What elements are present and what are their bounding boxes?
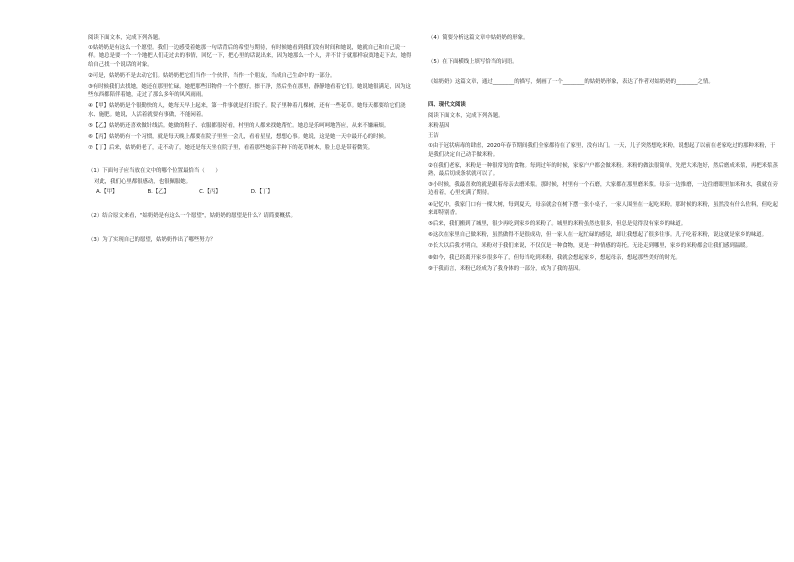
essay-paragraph: ⑥这次在家里自己做米粉，虽然做得不是很成功，但一家人在一起忙碌的感觉，却让我想起了很多往事。儿子吃着米粉，说这就是家乡的味道。: [428, 232, 768, 239]
essay-paragraph: ①由于冠状病毒的肆虐，2020年春节期间我们全家都待在了家里，没有出门。一天，儿子突然想吃米粉，说想起了以前在老家吃过的那种米粉，于是我们决定自己动手做米粉。: [428, 143, 776, 158]
section-title: 四、现代文阅读: [428, 101, 466, 108]
passage-paragraph: ⑥【丙】姑奶奶有一个习惯，就是每天晚上都要在院子里坐一会儿，看看星星，想想心事。她说，这是她一天中最开心的时候。: [88, 134, 390, 141]
question-1-options: [96, 188, 416, 196]
question-3: （3）为了实现自己的愿望，姑奶奶作出了哪些努力？: [88, 237, 216, 244]
essay-paragraphs: [428, 142, 780, 273]
right-column: [428, 34, 780, 276]
passage-paragraph: ⑤【乙】姑奶奶还喜欢做针线活。她做的鞋子、衣服都很好看，村里的人都来找她帮忙。她总是乐呵呵地答应，从来不嫌麻烦。: [88, 122, 390, 129]
passage-paragraph: ④【甲】姑奶奶是个很勤快的人，她每天早上起来，第一件事就是打扫院子。院子里种着几棵树，还有一些花草。她每天都要给它们浇水、施肥。她说，人活着就要有事做，不能闲着。: [88, 103, 406, 118]
option-d[interactable]: D.【丁】: [250, 188, 273, 195]
essay-paragraph: ⑨于我而言，米粉已经成为了我身体的一部分，成为了我的基因。: [428, 265, 584, 272]
option-a[interactable]: A.【甲】: [96, 188, 118, 195]
option-c[interactable]: C.【丙】: [199, 188, 221, 195]
essay-paragraph: ②在我们老家，米粉是一种很常见的食物。每到过年的时候，家家户户都会做米粉。米粉的做法很简单，先把大米泡好，然后磨成米浆，再把米浆蒸熟，最后切成条状就可以了。: [428, 162, 778, 178]
passage-paragraph: ①姑奶奶是有这么一个愿望。我们一边感受着她那一句话背后的希望与期待，有时候她看到我们没有时间和她说，她就自己和自己说一样。她总是要一个一个地把人们走过去的事情，回忆一下，把心里的话说出来，因为她那么一个人，并不甘于就那样寂寞地走下去，她得给自己找一个说话的对象。: [88, 45, 412, 68]
passage-paragraph: ③有时候我们去找她，她还在那里忙碌。她把那些旧物件一个个摆好，擦干净，然后坐在那里，静静地看着它们。她说她很满足，因为这些东西都陪伴着她，走过了那么多年的风风雨雨。: [88, 84, 411, 99]
left-intro: 阅读下面文本，完成下列各题。: [88, 35, 164, 41]
question-2: （2）结合原文来看，"姑奶奶是有这么一个愿望"，姑奶奶的愿望是什么？请简要概括。: [88, 213, 296, 220]
left-paragraphs: [88, 44, 416, 152]
left-column: [88, 34, 416, 244]
fill-in-blank: 《姑奶奶》这篇文章，通过________的描写，刻画了一个________的姑奶奶形象，表达了作者对姑奶奶的________之情。: [428, 79, 714, 86]
question-1-sentence: 对此，我们心里都很感动，也很佩服她。: [94, 178, 192, 185]
essay-author: 王洁: [428, 133, 439, 140]
option-b[interactable]: B.【乙】: [147, 188, 170, 195]
essay-paragraph: ⑦长大以后我才明白，米粉对于我们来说，不仅仅是一种食物，更是一种情感的寄托。无论走到哪里，家乡的米粉都会让我们感到温暖。: [428, 243, 751, 250]
right-intro: 阅读下面文本，完成下列各题。: [428, 112, 504, 119]
passage-paragraph: ②可是，姑奶奶不是去动它们。姑奶奶把它们当作一个伙伴，当作一个朋友，当成自己生命中的一部分。: [88, 72, 336, 79]
essay-title: 米粉基因: [428, 123, 450, 130]
question-5: （5）在下面横线上填写恰当的词语。: [428, 59, 518, 66]
question-4: （4）简要分析这篇文章中姑奶奶的形象。: [428, 35, 529, 41]
essay-paragraph: ④记忆中，我家门口有一棵大树，每到夏天，母亲就会在树下摆一张小桌子，一家人围坐在一起吃米粉。那时候的米粉，虽然没有什么佐料，但吃起来却特别香。: [428, 201, 778, 216]
essay-paragraph: ③小时候，我最喜欢的就是跟着母亲去磨米浆。那时候，村里有一个石磨，大家都在那里磨米浆。母亲一边推磨，一边往磨眼里加米和水，我就在旁边看着，心里充满了期待。: [428, 182, 778, 197]
essay-paragraph: ⑧如今，我已经离开家乡很多年了，但每当吃到米粉，我就会想起家乡，想起母亲，想起那些美好的时光。: [428, 254, 681, 261]
passage-paragraph: ⑦【丁】后来，姑奶奶老了，走不动了，她还是每天坐在院子里，看着那些她亲手种下的花草树木，脸上总是带着微笑。: [88, 145, 374, 152]
question-1: （1）下面句子应当放在文中的哪个位置最恰当（ ）: [88, 168, 221, 175]
essay-paragraph: ⑤后来，我们搬到了城里，很少再吃到家乡的米粉了。城里的米粉虽然也很多，但总是觉得没有家乡的味道。: [428, 221, 687, 228]
